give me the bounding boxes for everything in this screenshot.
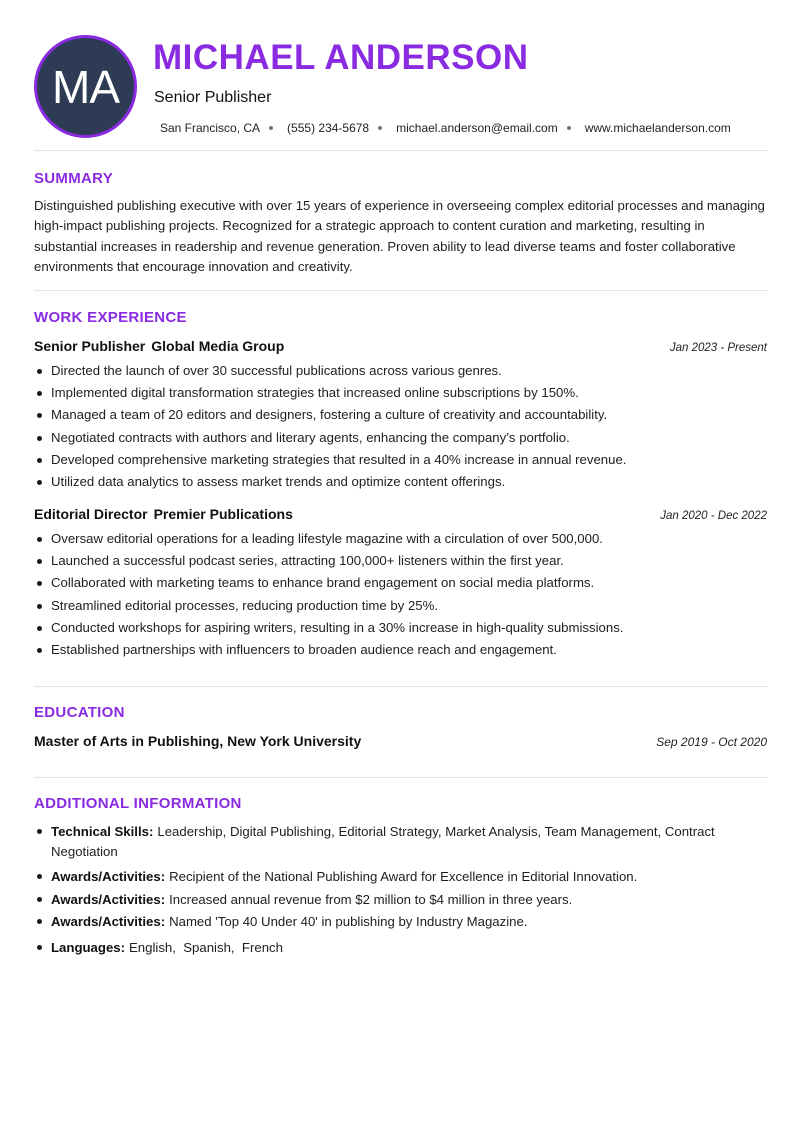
job-company: Premier Publications — [153, 506, 293, 522]
list-item — [34, 822, 767, 861]
job-role: Editorial Director — [34, 506, 148, 522]
contact-website[interactable]: www.michaelanderson.com — [584, 121, 731, 135]
job-role: Senior Publisher — [34, 338, 146, 354]
additional-list — [34, 822, 767, 957]
avatar — [34, 35, 137, 138]
job-dates: Jan 2020 - Dec 2022 — [660, 510, 767, 522]
list-item: Managed a team of 20 editors and designers, fostering a culture of creativity and accountability. — [34, 404, 767, 426]
list-item — [34, 867, 767, 887]
section-divider — [34, 290, 767, 291]
separator-dot — [567, 126, 571, 130]
info-label: Awards/Activities: — [51, 891, 166, 907]
contact-bar — [160, 121, 731, 135]
additional-heading: ADDITIONAL INFORMATION — [34, 795, 242, 812]
summary-heading: SUMMARY — [34, 170, 114, 187]
job-title-line — [34, 506, 293, 522]
job-bullets — [34, 360, 767, 493]
job-header — [34, 506, 767, 522]
contact-phone: (555) 234-5678 — [287, 121, 370, 135]
education-heading: EDUCATION — [34, 704, 125, 721]
info-text: Named 'Top 40 Under 40' in publishing by Industry Magazine. — [169, 914, 528, 929]
job-company: Global Media Group — [151, 338, 285, 354]
job-bullets — [34, 528, 767, 661]
list-item: Utilized data analytics to assess market trends and optimize content offerings. — [34, 471, 767, 493]
job-dates: Jan 2023 - Present — [669, 342, 767, 354]
list-item — [34, 938, 767, 958]
info-label: Awards/Activities: — [51, 869, 166, 884]
info-text: English, Spanish, French — [129, 939, 283, 955]
list-item: Oversaw editorial operations for a leading lifestyle magazine with a circulation of over 500,000. — [34, 528, 767, 550]
list-item — [34, 890, 767, 910]
list-item: Conducted workshops for aspiring writers, resulting in a 30% increase in high-quality submissions. — [34, 617, 767, 639]
job-title-line — [34, 338, 284, 354]
candidate-title: Senior Publisher — [154, 89, 272, 106]
list-item — [34, 912, 767, 932]
list-item: Developed comprehensive marketing strategies that resulted in a 40% increase in annual revenue. — [34, 449, 767, 471]
list-item: Streamlined editorial processes, reducing production time by 25%. — [34, 595, 767, 617]
experience-heading: WORK EXPERIENCE — [34, 309, 187, 326]
list-item: Negotiated contracts with authors and literary agents, enhancing the company’s portfolio. — [34, 427, 767, 449]
info-text: Increased annual revenue from $2 million to $4 million in three years. — [169, 891, 573, 907]
separator-dot — [378, 126, 382, 130]
section-divider — [34, 150, 767, 151]
candidate-name: MICHAEL ANDERSON — [153, 38, 529, 77]
education-row — [34, 733, 767, 749]
contact-email[interactable]: michael.anderson@email.com — [396, 121, 558, 135]
info-label: Languages: — [51, 939, 126, 955]
contact-location: San Francisco, CA — [160, 121, 261, 135]
job-header — [34, 338, 767, 354]
section-divider — [34, 777, 767, 778]
summary-text: Distinguished publishing executive with over 15 years of experience in overseeing complex editorial processes and managing high-impact publishing projects. Recognized for a strategic approach to content curation and marketing, resulting in substantial increases in readership and revenue generation. Proven ability to lead diverse teams and foster collaborative environments that encourage innovation and creativity. — [34, 198, 765, 275]
list-item: Launched a successful podcast series, attracting 100,000+ listeners within the first year. — [34, 550, 767, 572]
info-text: Leadership, Digital Publishing, Editorial Strategy, Market Analysis, Team Management, Contract Negotiation — [51, 824, 715, 859]
info-label: Awards/Activities: — [51, 914, 166, 929]
education-degree: Master of Arts in Publishing, New York University — [34, 733, 362, 749]
separator-dot — [269, 126, 273, 130]
list-item: Collaborated with marketing teams to enhance brand engagement on social media platforms. — [34, 572, 767, 594]
section-divider — [34, 686, 767, 687]
avatar-initials: MA — [52, 60, 119, 113]
info-text: Recipient of the National Publishing Award for Excellence in Editorial Innovation. — [169, 869, 638, 884]
list-item: Established partnerships with influencers to broaden audience reach and engagement. — [34, 639, 767, 661]
list-item: Implemented digital transformation strategies that increased online subscriptions by 150%. — [34, 382, 767, 404]
education-dates: Sep 2019 - Oct 2020 — [656, 735, 767, 749]
info-label: Technical Skills: — [51, 824, 154, 839]
list-item: Directed the launch of over 30 successful publications across various genres. — [34, 360, 767, 382]
